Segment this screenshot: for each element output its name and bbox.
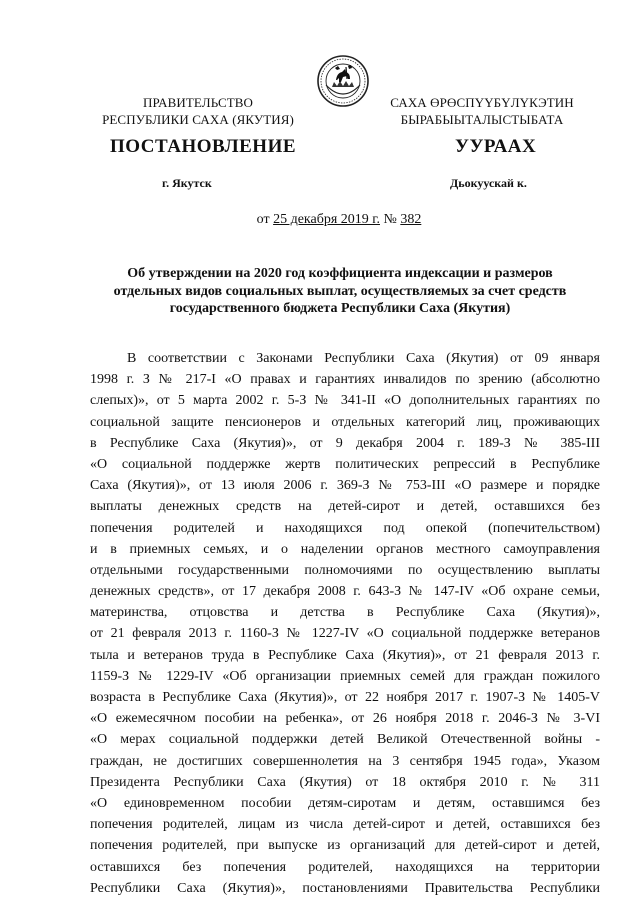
doc-type-title-ru: ПОСТАНОВЛЕНИЕ <box>110 136 297 157</box>
body-line: граждан, не достигших совершеннолетия на 3 сентября 1945 года», Указом <box>90 753 600 769</box>
body-line: «О мерах социальной поддержки детей Великой Отечественной войны - <box>90 732 600 748</box>
government-name-ru <box>98 94 298 128</box>
doc-type-title-sakha: УУРААХ <box>455 136 537 157</box>
body-line: от 21 февраля 2013 г. 1160-З № 1227-IV «О социальной поддержке ветеранов <box>90 626 600 642</box>
body-line: 1998 г. З № 217-I «О правах и гарантиях инвалидов по зрению (абсолютно <box>90 372 600 388</box>
body-line: Президента Республики Саха (Якутия) от 18 октября 2010 г. № 311 <box>90 774 600 790</box>
subject-line: государственного бюджета Республики Саха (Якутия) <box>169 301 511 316</box>
body-line: «О социальной поддержке жертв политических репрессий в Республике <box>90 456 600 472</box>
body-line: попечения родителей и находящихся под опекой (попечительством) <box>90 520 600 536</box>
body-line: 1159-З № 1229-IV «Об организации приемных семей для граждан пожилого <box>90 668 600 684</box>
body-line: «О ежемесячном пособии на ребенка», от 26 ноября 2018 г. 2046-З № 3-VI <box>90 711 600 727</box>
document-body <box>90 348 600 899</box>
body-line: попечения родителей, лицам из числа детей-сирот и детей, оставшихся без <box>90 817 600 833</box>
body-line: денежных средств», от 17 декабря 2008 г. 643-З № 147-IV «Об охране семьи, <box>90 584 600 600</box>
body-line: материнства, отцовства и детства в Республике Саха (Якутия)», <box>90 605 600 621</box>
government-name-sakha-line-1: САХА ӨРӨСПҮҮБҮЛҮКЭТИН <box>390 95 574 110</box>
city-sakha: Дьокуускай к. <box>450 176 527 190</box>
body-line: возраста в Республике Саха (Якутия)», от 22 ноября 2017 г. 1907-З № 1405-V <box>90 690 600 705</box>
government-name-ru-line-2: РЕСПУБЛИКИ САХА (ЯКУТИЯ) <box>102 112 294 127</box>
body-line: попечения родителей, при выпуске из организаций для детей-сирот и детей, <box>90 838 600 854</box>
body-line: Республики Саха (Якутия)», постановлениями Правительства Республики <box>90 880 600 896</box>
date-prefix: от <box>256 212 274 227</box>
coat-of-arms-emblem <box>317 55 369 107</box>
city-ru: г. Якутск <box>162 176 212 190</box>
document-date-line <box>0 212 640 228</box>
body-line: и в приемных семьях, и о наделении органов местного самоуправления <box>90 541 600 557</box>
government-name-ru-line-1: ПРАВИТЕЛЬСТВО <box>142 95 254 110</box>
body-line: отдельными государственными полномочиями по осуществлению выплаты <box>90 562 600 578</box>
body-line: выплаты денежных средств на детей-сирот и детей, оставшихся без <box>90 499 600 515</box>
body-line: в Республике Саха (Якутия)», от 9 декабря 2004 г. 189-З № 385-III <box>90 435 600 451</box>
body-line: социальной защите пенсионеров и отдельных категорий лиц, проживающих <box>90 414 600 430</box>
document-number: 382 <box>400 212 422 227</box>
body-line: В соответствии с Законами Республики Саха (Якутия) от 09 января <box>127 351 600 366</box>
document-date: 25 декабря 2019 г. <box>273 212 380 227</box>
body-line: Саха (Якутия)», от 13 июля 2006 г. 369-З № 753-III «О размере и порядке <box>90 478 600 494</box>
body-line: «О единовременном пособии детям-сиротам и детям, оставшимся без <box>90 795 600 811</box>
document-subject <box>80 265 600 318</box>
government-name-sakha-line-2: БЫРАБЫЫТАЛЫСТЫБАТА <box>400 112 564 127</box>
subject-line: отдельных видов социальных выплат, осуществляемых за счет средств <box>113 283 567 299</box>
body-line: оставшихся без попечения родителей, находящихся на территории <box>90 859 600 875</box>
subject-line: Об утверждении на 2020 год коэффициента индексации и размеров <box>127 266 553 281</box>
body-line: тыла и ветеранов труда в Республике Саха (Якутия)», от 21 февраля 2013 г. <box>90 647 600 663</box>
government-name-sakha <box>372 94 592 128</box>
body-line: слепых)», от 5 марта 2002 г. 5-З № 341-II «О дополнительных гарантиях по <box>90 393 600 409</box>
number-label: № <box>379 212 401 227</box>
